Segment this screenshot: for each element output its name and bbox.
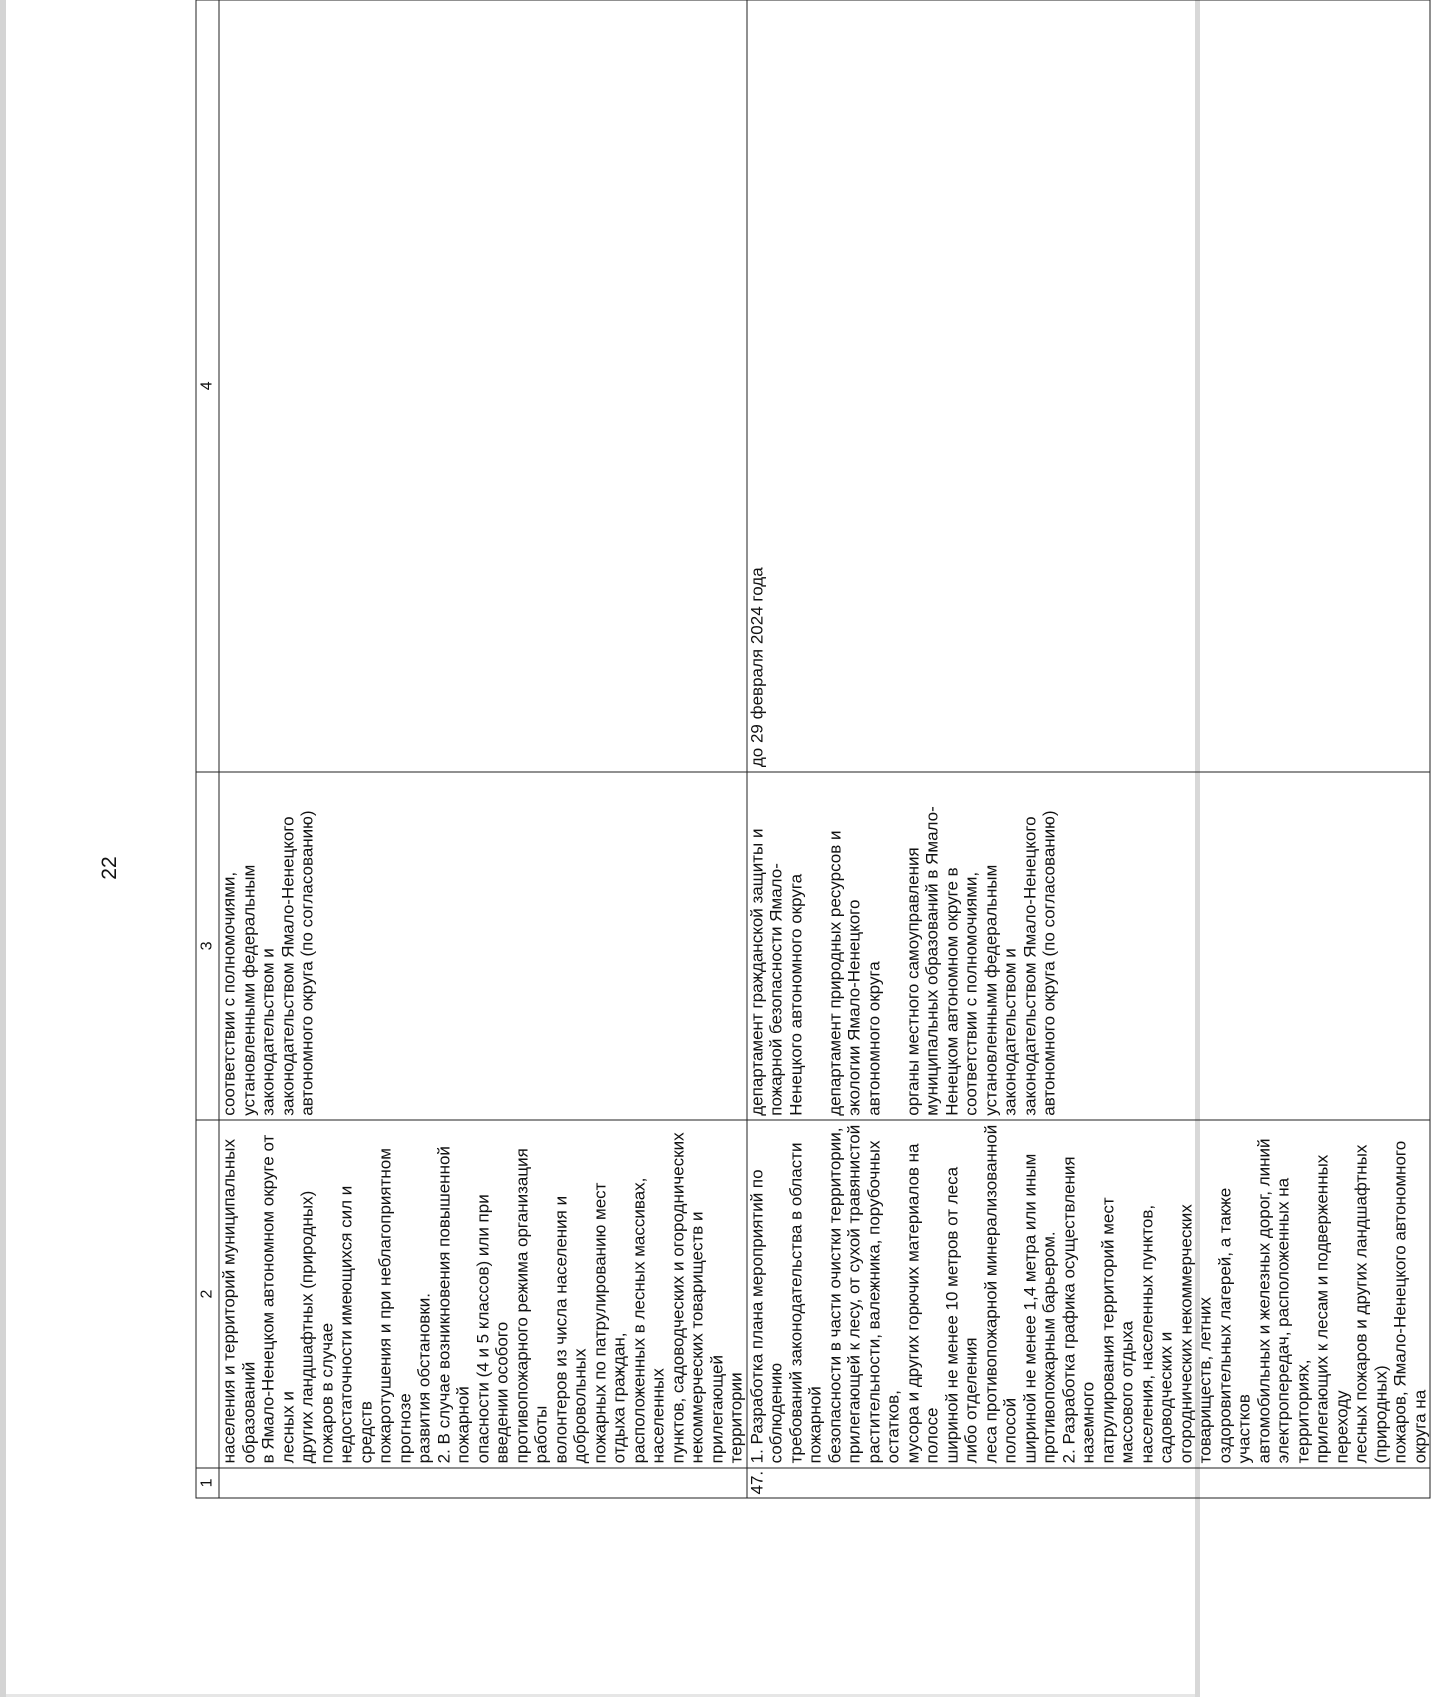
deadline-cell: до 29 февраля 2024 года xyxy=(747,0,1431,772)
executors-cell: департамент гражданской защиты и пожарной безопасности Ямало- Ненецкого автономного округа департамент природных ресурсов и экологии Ямало-Ненецкого автономного округа органы местного самоуправления муниципальных образований в Ямало- Ненецком автономном округе в соответствии с полномочиями, установленными федеральным законодательством и законодательством Ямало-Ненецкого автономного округа (по согласованию) xyxy=(747,772,1431,1121)
header-col-2: 2 xyxy=(196,1120,219,1468)
row-number-cell: 47. xyxy=(747,1468,1431,1498)
deadline-cell xyxy=(219,0,747,772)
table-row xyxy=(747,0,1431,1498)
measures-table-rotated xyxy=(196,0,1429,1499)
scan-edge-left xyxy=(0,0,6,1697)
page-number: 22 xyxy=(98,856,121,880)
executors-cell: соответствии с полномочиями, установленными федеральным законодательством и законодательством Ямало-Ненецкого автономного округа (по согласованию) xyxy=(219,772,747,1121)
header-col-3: 3 xyxy=(196,772,219,1121)
measures-cell: населения и территорий муниципальных образований в Ямало-Ненецком автономном округе от лесных и других ландшафтных (природных) пожаров в случае недостаточности имеющихся сил и средств пожаротушения и при неблагоприятном прогнозе развития обстановки. 2. В случае возникновения повышенной пожарной опасности (4 и 5 классов) или при введении особого противопожарного режима организация работы волонтеров из числа населения и добровольных пожарных по патрулированию мест отдыха граждан, расположенных в лесных массивах, населенных пунктов, садоводческих и огороднических некоммерческих товариществ и прилегающей территории xyxy=(219,1120,747,1468)
measures-cell: 1. Разработка плана мероприятий по соблюдению требований законодательства в области пожарной безопасности в части очистки территории, прилегающей к лесу, от сухой травянистой растительности, валежника, порубочных остатков, мусора и других горючих материалов на полосе шириной не менее 10 метров от леса либо отделения леса противопожарной минерализованной полосой шириной не менее 1,4 метра или иным противопожарным барьером. 2. Разработка графика осуществления наземного патрулирования территорий мест массового отдыха населения, населенных пунктов, садоводческих и огороднических некоммерческих товариществ, летних оздоровительных лагерей, а также участков автомобильных и железных дорог, линий электропередач, расположенных на территориях, прилегающих к лесам и подверженных переходу лесных пожаров и других ландшафтных (природных) пожаров, Ямало-Ненецкого автономного округа на xyxy=(747,1120,1431,1468)
measures-table xyxy=(196,0,1431,1499)
table-row xyxy=(219,0,747,1498)
row-number-cell xyxy=(219,1468,747,1498)
table-header-row xyxy=(196,0,219,1498)
header-col-1: 1 xyxy=(196,1468,219,1498)
header-col-4: 4 xyxy=(196,0,219,772)
